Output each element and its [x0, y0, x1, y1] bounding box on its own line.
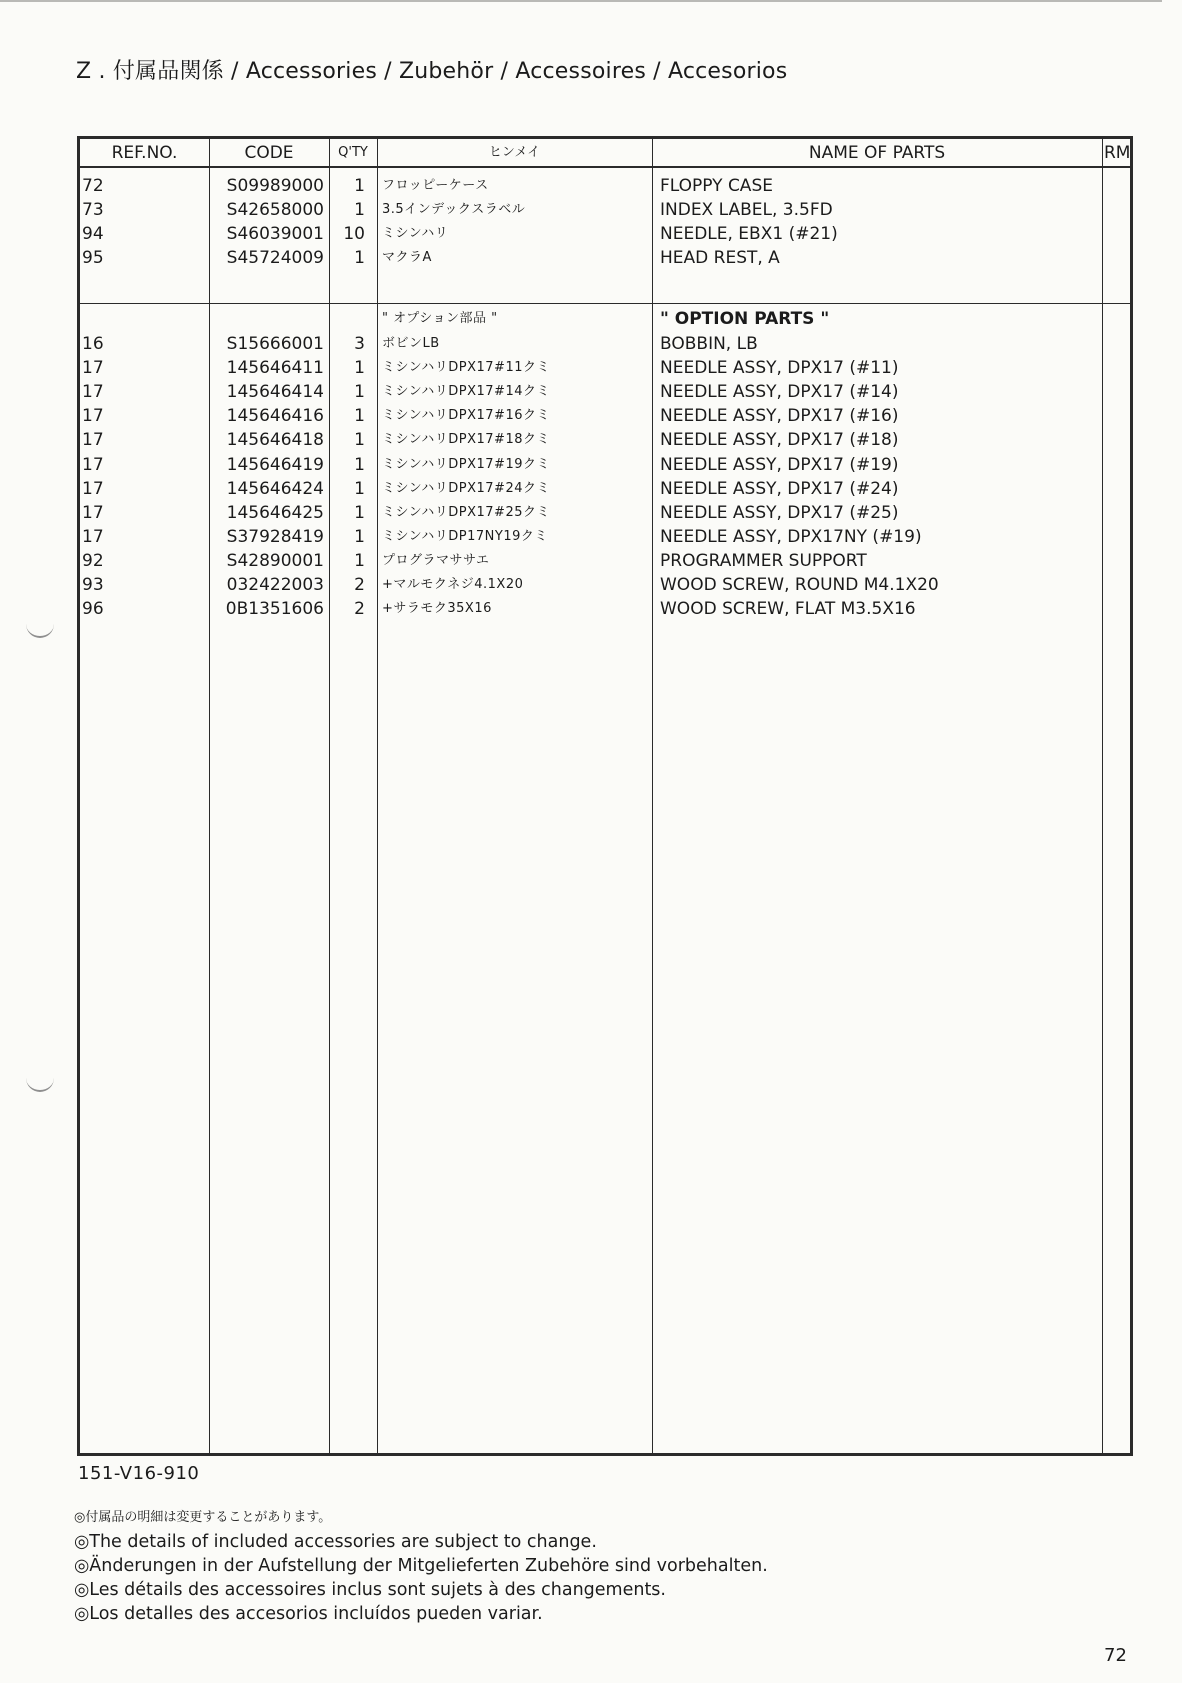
ref-cell: 96 — [82, 599, 104, 620]
note-japanese: ◎付属品の明細は変更することがあります。 — [74, 1510, 332, 1525]
kana-name-cell: ミシンハリDPX17#24クミ — [382, 480, 550, 496]
kana-name-cell: 3.5インデックスラベル — [382, 202, 526, 218]
header-qty: Q'TY — [338, 145, 368, 160]
ref-cell: 17 — [82, 406, 104, 427]
note-english: ◎The details of included accessories are subject to change. — [74, 1532, 597, 1552]
header-ref: REF.NO. — [111, 143, 178, 163]
ref-cell: 72 — [82, 176, 104, 196]
qty-cell: 3 — [354, 334, 365, 354]
table-row — [80, 332, 1130, 356]
qty-cell: 2 — [354, 575, 365, 595]
ref-cell: 17 — [82, 430, 104, 451]
code-cell: S42658000 — [226, 200, 324, 221]
kana-name-cell: フロッピーケース — [382, 178, 489, 193]
part-name-cell: BOBBIN, LB — [660, 334, 758, 354]
kana-name-cell: ボビンLB — [382, 336, 440, 351]
qty-cell: 1 — [354, 406, 365, 427]
part-name-cell: WOOD SCREW, ROUND M4.1X20 — [660, 575, 939, 595]
header-code: CODE — [244, 143, 294, 163]
table-row — [80, 428, 1130, 452]
table-row — [80, 174, 1130, 198]
qty-cell: 1 — [354, 550, 365, 571]
header-kana: ヒンメイ — [488, 145, 541, 160]
ref-cell: 17 — [82, 358, 104, 379]
code-cell: S42890001 — [226, 550, 324, 571]
binder-hole-mark — [26, 622, 54, 638]
table-row — [80, 501, 1130, 525]
kana-name-cell: ミシンハリDPX17#25クミ — [382, 504, 550, 520]
option-parts-heading: " OPTION PARTS " — [660, 309, 830, 329]
code-cell: S09989000 — [226, 176, 324, 196]
ref-cell: 17 — [82, 526, 104, 547]
notes — [74, 1506, 768, 1626]
ref-cell: 93 — [82, 575, 104, 595]
kana-name-cell: ミシンハリDPX17#11クミ — [382, 360, 550, 376]
qty-cell: 1 — [354, 358, 365, 379]
page-number: 72 — [1104, 1645, 1127, 1666]
table-row — [80, 356, 1130, 380]
part-name-cell: NEEDLE, EBX1 (#21) — [660, 224, 838, 245]
qty-cell: 1 — [354, 502, 365, 523]
parts-table — [77, 136, 1133, 1456]
part-name-cell: PROGRAMMER SUPPORT — [660, 550, 867, 571]
qty-cell: 1 — [354, 176, 365, 196]
ref-cell: 73 — [82, 200, 104, 221]
ref-cell: 95 — [82, 248, 104, 269]
ref-cell: 92 — [82, 550, 104, 571]
section-divider — [80, 303, 1130, 304]
part-name-cell: NEEDLE ASSY, DPX17 (#25) — [660, 502, 899, 523]
table-row — [80, 549, 1130, 573]
part-name-cell: NEEDLE ASSY, DPX17 (#16) — [660, 406, 899, 427]
qty-cell: 1 — [354, 478, 365, 499]
part-name-cell: NEEDLE ASSY, DPX17 (#14) — [660, 382, 899, 403]
qty-cell: 1 — [354, 526, 365, 547]
kana-name-cell: ミシンハリDP17NY19クミ — [382, 528, 548, 544]
ref-cell: 16 — [82, 334, 104, 354]
part-name-cell: NEEDLE ASSY, DPX17 (#11) — [660, 358, 899, 379]
qty-cell: 10 — [343, 224, 365, 245]
table-row — [80, 477, 1130, 501]
header-divider — [80, 166, 1130, 168]
part-name-cell: NEEDLE ASSY, DPX17 (#24) — [660, 478, 899, 499]
section-heading-row — [80, 307, 1130, 331]
code-cell: 145646414 — [226, 382, 324, 403]
qty-cell: 1 — [354, 430, 365, 451]
qty-cell: 2 — [354, 599, 365, 620]
ref-cell: 94 — [82, 224, 104, 245]
part-name-cell: HEAD REST, A — [660, 248, 780, 269]
note-german: ◎Änderungen in der Aufstellung der Mitgelieferten Zubehöre sind vorbehalten. — [74, 1556, 768, 1576]
kana-name-cell: ミシンハリDPX17#18クミ — [382, 432, 550, 448]
qty-cell: 1 — [354, 248, 365, 269]
kana-name-cell: ミシンハリ — [382, 226, 449, 242]
kana-name-cell: ミシンハリDPX17#14クミ — [382, 384, 550, 400]
part-name-cell: NEEDLE ASSY, DPX17 (#19) — [660, 454, 899, 475]
document-code: 151-V16-910 — [78, 1463, 200, 1484]
part-name-cell: INDEX LABEL, 3.5FD — [660, 200, 833, 221]
code-cell: 032422003 — [226, 575, 324, 595]
table-row — [80, 453, 1130, 477]
code-cell: 145646425 — [226, 502, 324, 523]
qty-cell: 1 — [354, 200, 365, 221]
code-cell: S46039001 — [226, 224, 324, 245]
kana-name-cell: +サラモク35X16 — [382, 601, 492, 617]
option-parts-heading-kana: " オプション部品 " — [382, 311, 498, 326]
top-rule — [0, 0, 1162, 2]
kana-name-cell: ミシンハリDPX17#16クミ — [382, 408, 550, 424]
table-row — [80, 222, 1130, 246]
ref-cell: 17 — [82, 502, 104, 523]
table-row — [80, 198, 1130, 222]
part-name-cell: WOOD SCREW, FLAT M3.5X16 — [660, 599, 916, 620]
code-cell: 145646419 — [226, 454, 324, 475]
code-cell: 145646416 — [226, 406, 324, 427]
note-spanish: ◎Los detalles des accesorios incluídos pueden variar. — [74, 1604, 543, 1624]
kana-name-cell: プログラマササエ — [382, 552, 490, 568]
code-cell: S37928419 — [226, 526, 324, 547]
ref-cell: 17 — [82, 478, 104, 499]
code-cell: 145646424 — [226, 478, 324, 499]
part-name-cell: FLOPPY CASE — [660, 176, 773, 196]
code-cell: 145646411 — [226, 358, 324, 379]
binder-hole-mark — [26, 1076, 54, 1092]
kana-name-cell: マクラA — [382, 250, 432, 266]
table-row — [80, 380, 1130, 404]
header-rm: RM — [1104, 143, 1131, 163]
code-cell: S15666001 — [226, 334, 324, 354]
code-cell: S45724009 — [226, 248, 324, 269]
code-cell: 0B1351606 — [225, 599, 324, 620]
qty-cell: 1 — [354, 382, 365, 403]
page-title: Z . 付属品関係 / Accessories / Zubehör / Accessoires / Accesorios — [76, 59, 788, 84]
table-row — [80, 573, 1130, 597]
table-row — [80, 597, 1130, 621]
code-cell: 145646418 — [226, 430, 324, 451]
table-row — [80, 525, 1130, 549]
part-name-cell: NEEDLE ASSY, DPX17 (#18) — [660, 430, 899, 451]
kana-name-cell: +マルモクネジ4.1X20 — [382, 577, 524, 592]
kana-name-cell: ミシンハリDPX17#19クミ — [382, 456, 550, 472]
part-name-cell: NEEDLE ASSY, DPX17NY (#19) — [660, 526, 922, 547]
ref-cell: 17 — [82, 382, 104, 403]
qty-cell: 1 — [354, 454, 365, 475]
table-row — [80, 404, 1130, 428]
ref-cell: 17 — [82, 454, 104, 475]
note-french: ◎Les détails des accessoires inclus sont sujets à des changements. — [74, 1580, 666, 1600]
header-name: NAME OF PARTS — [808, 143, 946, 163]
table-row — [80, 246, 1130, 270]
